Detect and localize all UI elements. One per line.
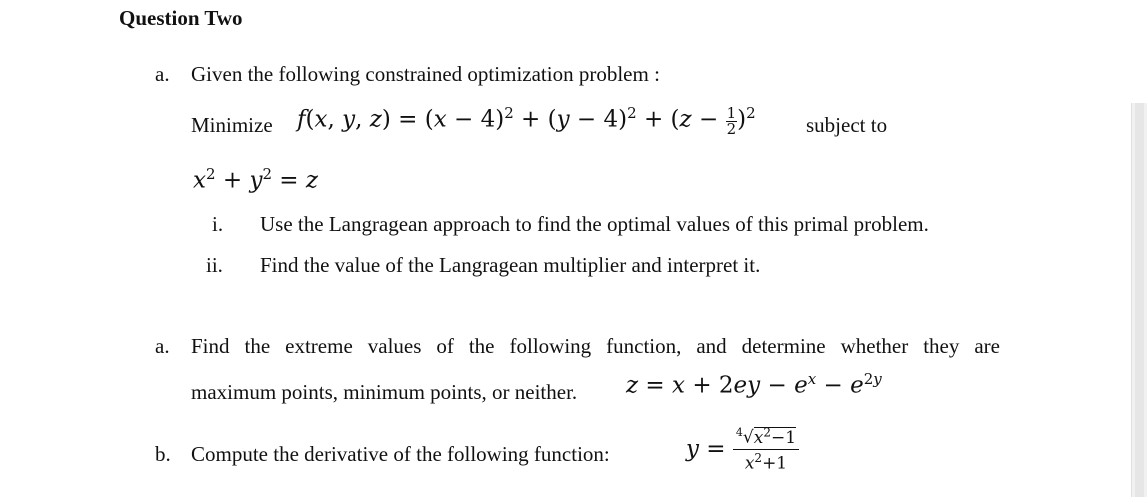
part-b-text: Compute the derivative of the following function: (191, 442, 610, 466)
objective-function: f(x, y, $z) = (x - 4)^2 + (y - 4)^2 + (z$ − $\frac{1}{2}$ )$^2$ (297, 103, 756, 138)
part-b-marker: b. (155, 442, 171, 466)
item-i-marker: i. (212, 212, 224, 236)
item-ii-marker: ii. (206, 253, 223, 277)
derivative-function: y = $\frac{^4√x^2-1}{x^2+1}$ (686, 425, 799, 483)
item-ii-text: Find the value of the Langragean multiplier and interpret it. (260, 253, 761, 277)
scrollbar-thumb[interactable] (1135, 103, 1144, 497)
part-a2-marker: a. (155, 334, 170, 358)
subject-to-label: subject to (806, 113, 888, 137)
part-a2-line2: maximum points, minimum points, or neither. (191, 380, 578, 404)
minimize-label: Minimize (191, 113, 273, 137)
vertical-scrollbar[interactable] (1131, 103, 1147, 497)
part-a1-marker: a. (155, 62, 170, 86)
part-a2-line1: Find the extreme values of the following function, and determine whether they are (191, 334, 1000, 358)
extreme-function: $z = x + 2ey - e^x - e^{2y}$ (626, 370, 882, 399)
part-a1-intro: Given the following constrained optimization problem : (191, 62, 660, 86)
question-title: Question Two (119, 6, 243, 30)
item-i-text: Use the Langragean approach to find the optimal values of this primal problem. (260, 212, 929, 236)
constraint-equation: $x^2 + y^2 = z$ (193, 165, 319, 194)
